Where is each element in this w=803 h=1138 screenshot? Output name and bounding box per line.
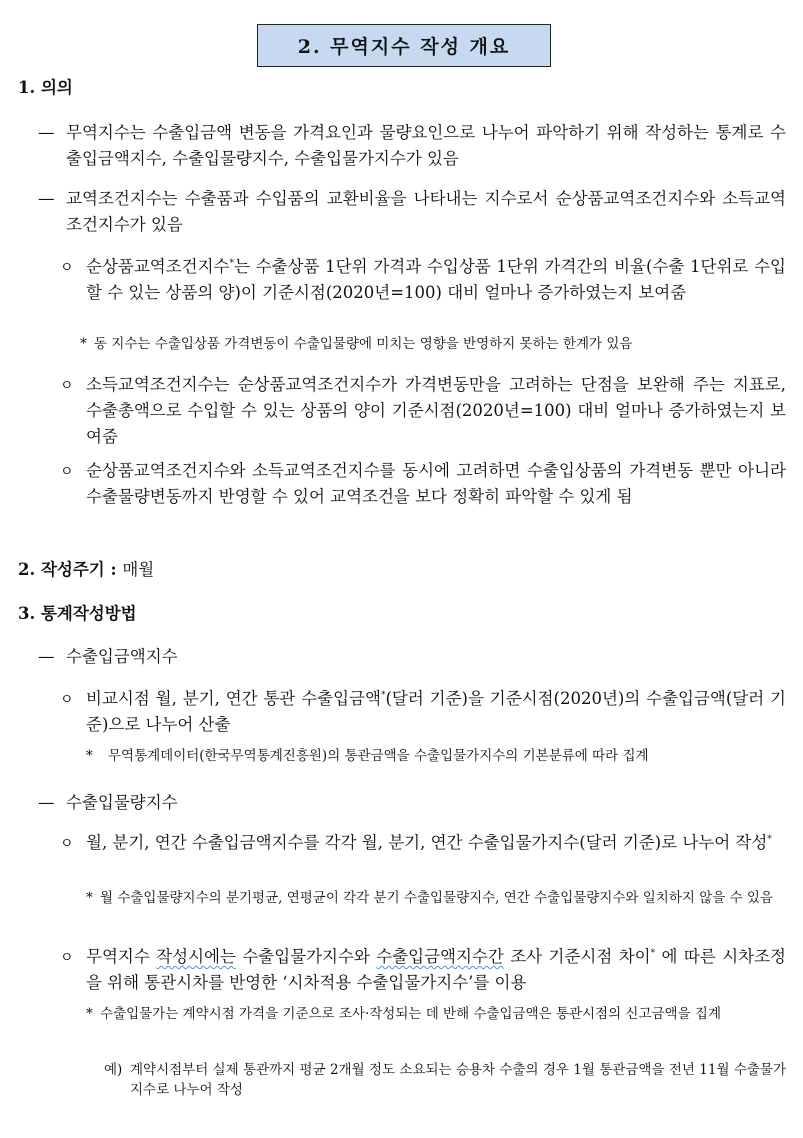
note-text: 무역통계데이터(한국무역통계진흥원)의 통관금액을 수출입물가지수의 기본분류에 따라 집계 <box>108 748 649 764</box>
footnote-star: * <box>229 258 234 269</box>
sub-amount-index <box>38 644 786 670</box>
term: 순상품교역조건지수 <box>86 257 230 276</box>
example-text: 계약시점부터 실제 통관까지 평균 2개월 정도 소요되는 승용차 수출의 경우 1월 통관금액을 전년 11월 수출물가지수로 나누어 작성 <box>130 1062 786 1098</box>
footnote-star: * <box>650 948 656 959</box>
bullet-text: 교역조건지수는 수출품과 수입품의 교환비율을 나타내는 지수로서 순상품교역조건지수와 소득교역조건지수가 있음 <box>66 189 786 234</box>
note-volume <box>86 888 786 908</box>
section-title: 통계작성방법 <box>40 604 137 623</box>
section-title: 의의 <box>40 78 73 97</box>
dash-marker: — <box>38 123 55 142</box>
circle-marker: ㅇ <box>60 378 74 394</box>
page-title: 2. 무역지수 작성 개요 <box>257 24 551 67</box>
circle-marker: ㅇ <box>60 260 74 276</box>
item-text: (달러 기준)을 기준시점(2020년)의 수출입금액(달러 기준)으로 나누어 산출 <box>86 689 786 734</box>
item-net-barter-tot <box>60 254 786 306</box>
item-combined-tot <box>60 458 786 510</box>
item-income-tot <box>60 372 786 450</box>
note-amount <box>86 746 786 766</box>
item-text: 수출입물가지수와 <box>235 947 377 966</box>
circle-marker: ㅇ <box>60 464 74 480</box>
section-2-heading <box>18 556 154 580</box>
circle-marker: ㅇ <box>60 692 74 708</box>
note-star: * <box>86 748 93 764</box>
item-time-lag <box>60 944 786 996</box>
section-3-heading <box>18 600 137 624</box>
section-1-heading <box>18 74 73 98</box>
section-title: 작성주기 : <box>40 560 117 579</box>
item-text: 에 따른 시차조정을 위해 통관시차를 반영한 ‘시차적용 수출입물가지수’를 이용 <box>86 947 786 992</box>
bullet-text: 무역지수는 수출입금액 변동을 가격요인과 물량요인으로 나누어 파악하기 위해 작성하는 통계로 수출입금액지수, 수출입물량지수, 수출입물가지수가 있음 <box>66 123 786 168</box>
note-text: 수출입물가는 계약시점 가격을 기준으로 조사·작성되는 데 반해 수출입금액은 통관시점의 신고금액을 집계 <box>100 1006 722 1022</box>
note-text: 월 수출입물량지수의 분기평균, 연평균이 각각 분기 수출입물량지수, 연간 수출입물량지수와 일치하지 않을 수 있음 <box>100 890 774 906</box>
item-text: 소득교역조건지수는 순상품교역조건지수가 가격변동만을 고려하는 단점을 보완해 주는 지표로, 수출총액으로 수입할 수 있는 상품의 양이 기준시점(2020년=100) 대비 얼마나 증가하였는지 보여줌 <box>86 375 786 446</box>
circle-marker: ㅇ <box>60 950 74 966</box>
spellcheck-word: 수출입금액지수간 <box>376 947 504 966</box>
circle-marker: ㅇ <box>60 836 74 852</box>
section-value: 매월 <box>122 560 155 579</box>
dash-marker: — <box>38 793 55 812</box>
dash-marker: — <box>38 189 55 208</box>
bullet-terms-of-trade <box>38 186 786 238</box>
sub-title: 수출입금액지수 <box>66 647 178 666</box>
example-marker: 예) <box>104 1062 123 1078</box>
item-text: 월, 분기, 연간 수출입금액지수를 각각 월, 분기, 연간 수출입물가지수(달러 기준)로 나누어 작성 <box>86 833 768 852</box>
item-text: 순상품교역조건지수와 소득교역조건지수를 동시에 고려하면 수출입상품의 가격변동 뿐만 아니라 수출물량변동까지 반영할 수 있어 교역조건을 보다 정확히 파악할 수 있게 됨 <box>86 461 786 506</box>
item-text: 무역지수 <box>86 947 157 966</box>
section-number: 2. <box>18 560 36 579</box>
note-time-lag <box>86 1004 786 1024</box>
note-star: * <box>80 336 87 352</box>
note-text: 동 지수는 수출입상품 가격변동이 수출입물량에 미치는 영향을 반영하지 못하는 한계가 있음 <box>94 336 633 352</box>
note-net-barter <box>80 334 786 354</box>
item-text: 는 수출상품 1단위 가격과 수입상품 1단위 가격간의 비율(수출 1단위로 수입할 수 있는 상품의 양)이 기준시점(2020년=100) 대비 얼마나 증가하였는지 보여줌 <box>86 257 786 302</box>
section-number: 3. <box>18 604 36 623</box>
section-number: 1. <box>18 78 36 97</box>
footnote-star: * <box>380 690 386 701</box>
item-amount-method <box>60 686 786 738</box>
sub-volume-index <box>38 790 786 816</box>
note-star: * <box>86 1006 93 1022</box>
item-text: 조사 기준시점 차이 <box>503 947 651 966</box>
item-volume-method <box>60 830 786 857</box>
item-text: 비교시점 월, 분기, 연간 통관 수출입금액 <box>86 689 381 708</box>
sub-title: 수출입물량지수 <box>66 793 178 812</box>
footnote-star: * <box>767 834 772 845</box>
spellcheck-word: 작성시에는 <box>156 947 236 966</box>
bullet-trade-index <box>38 120 786 172</box>
example-note <box>104 1060 786 1100</box>
note-star: * <box>86 890 93 906</box>
dash-marker: — <box>38 647 55 666</box>
